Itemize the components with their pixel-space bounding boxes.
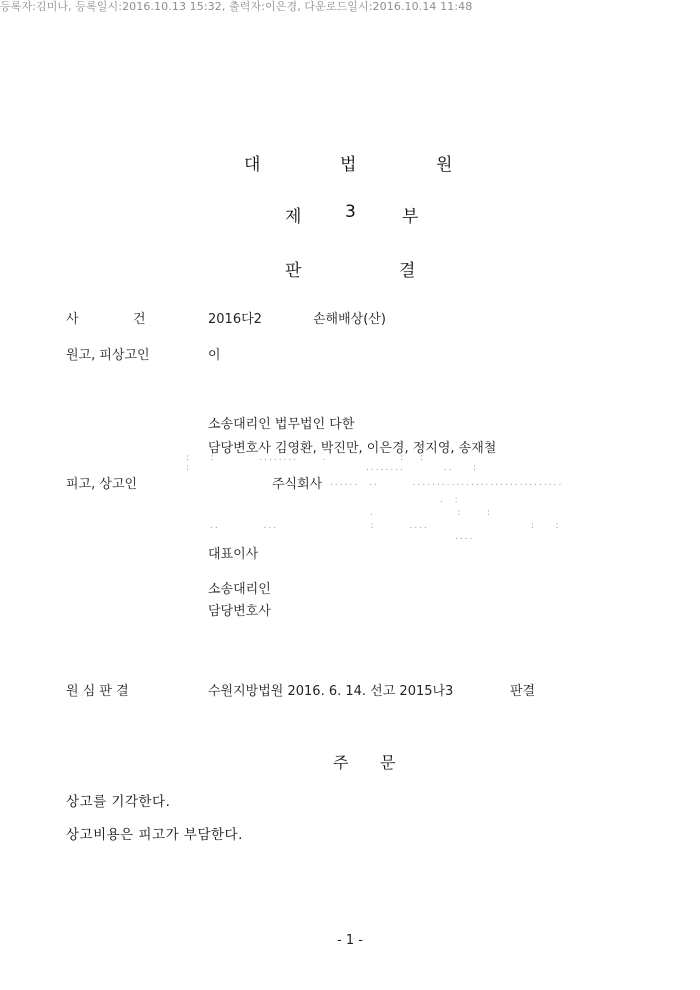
defendant-company: 주식회사 [272,477,323,492]
case-name: 손해배상(산) [313,312,386,327]
plaintiff-label: 원고, 피상고인 [66,348,150,363]
order-heading-char-1: 주 [333,753,349,772]
case-label-char-1: 사 [66,312,79,327]
order-heading-char-2: 문 [380,753,396,772]
order-line-1: 상고를 기각한다. [66,794,171,810]
redaction-dots: .... [455,532,475,542]
division-char-3: 부 [402,207,419,227]
judgment-char-1: 판 [285,261,302,281]
redaction-dots: . : [440,495,460,505]
redaction-dots: ...... .. ............................... [330,478,564,488]
case-label-char-2: 건 [133,312,146,327]
defendant-lawyer-label: 담당변호사 [208,604,271,619]
lower-court-label: 원 심 판 결 [66,684,129,699]
court-char-3: 원 [436,155,453,175]
order-line-2: 상고비용은 피고가 부담한다. [66,827,243,843]
page-number: - 1 - [337,933,363,948]
plaintiff-lawyers: 담당변호사 김영환, 박진만, 이은경, 정지영, 송재철 [208,441,497,456]
judgment-char-2: 결 [399,261,416,281]
plaintiff-name: 이 [208,348,221,363]
court-char-1: 대 [244,155,261,175]
defendant-representative: 대표이사 [208,547,259,562]
lower-court-suffix: 판결 [510,684,536,699]
division-char-2: 3 [345,202,356,222]
redaction-dots: : ........ .. : [186,463,478,473]
redaction-dots: . : : [370,508,492,518]
division-char-1: 제 [285,207,302,227]
case-number: 2016다2 [208,312,262,327]
redaction-dots: : : ........ . : : [186,453,425,463]
plaintiff-attorney: 소송대리인 법무법인 다한 [208,417,355,432]
lower-court-text: 수원지방법원 2016. 6. 14. 선고 2015나3 [208,684,454,699]
defendant-attorney-label: 소송대리인 [208,582,271,597]
redaction-dots: .. ... : .... : : [210,521,561,531]
court-char-2: 법 [340,155,357,175]
defendant-label: 피고, 상고인 [66,477,138,492]
download-watermark: 등록자:김미나, 등록일시:2016.10.13 15:32, 출력자:이은경, 다운로드일시:2016.10.14 11:48 [0,0,473,13]
